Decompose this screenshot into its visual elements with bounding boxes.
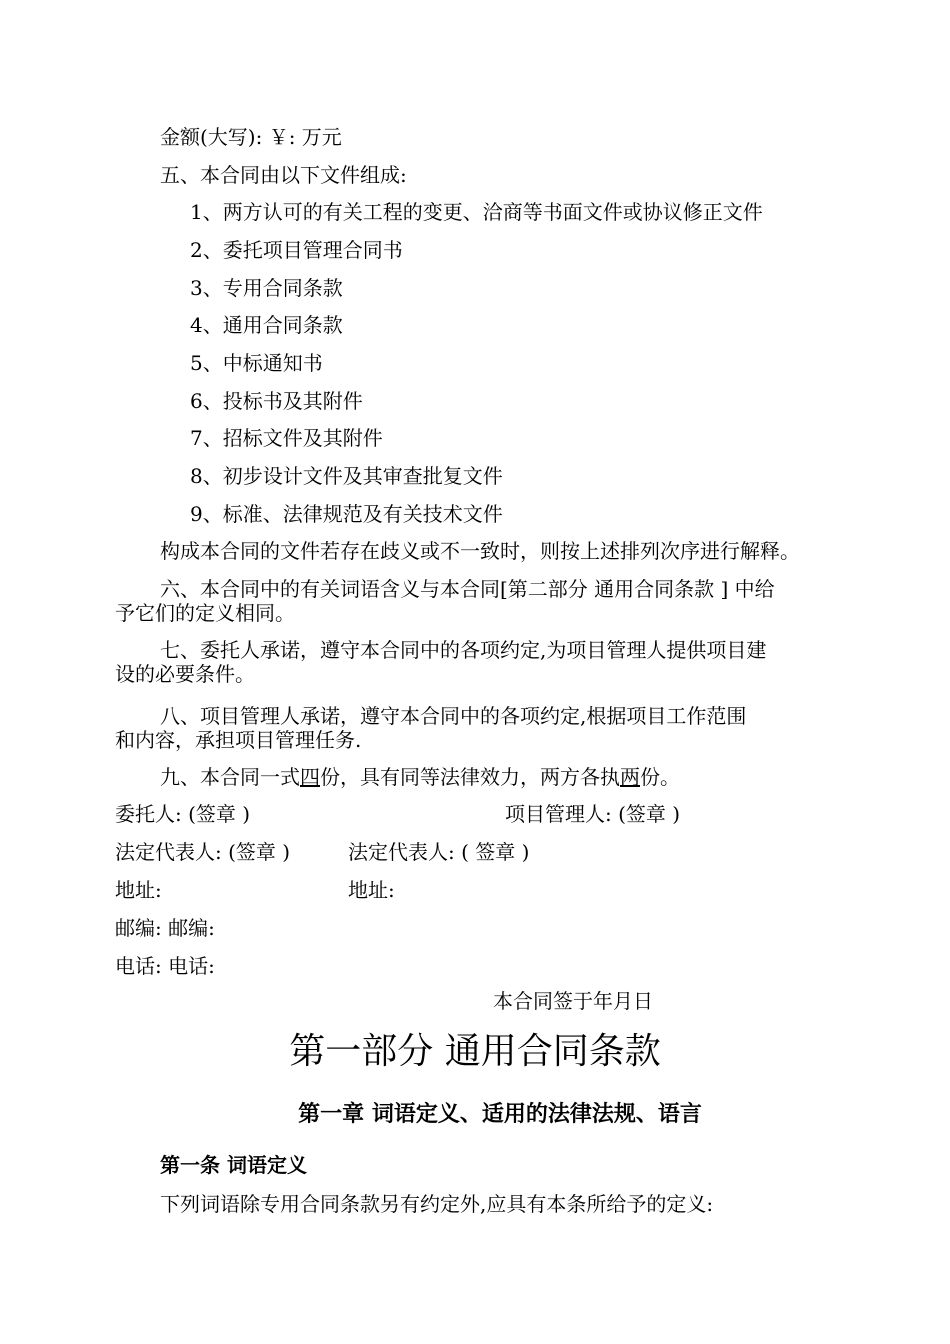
document-item: 7、招标文件及其附件 bbox=[190, 426, 383, 450]
legal-rep-left: 法定代表人: (签章 ) bbox=[115, 840, 291, 864]
copies-count: 四 bbox=[300, 765, 320, 789]
legal-rep-right: 法定代表人: ( 签章 ) bbox=[348, 840, 530, 864]
section-6-line-2: 予它们的定义相同。 bbox=[115, 601, 295, 625]
amount-line: 金额(大写): ￥: 万元 bbox=[160, 125, 342, 149]
client-signature: 委托人: (签章 ) bbox=[115, 802, 251, 826]
section-7-line-2: 设的必要条件。 bbox=[115, 662, 255, 686]
document-item: 9、标准、法律规范及有关技术文件 bbox=[190, 502, 503, 526]
section-6-line-1: 六、本合同中的有关词语含义与本合同[第二部分 通用合同条款 ] 中给 bbox=[160, 577, 775, 601]
section-5-title: 五、本合同由以下文件组成: bbox=[160, 163, 407, 187]
document-item: 6、投标书及其附件 bbox=[190, 389, 363, 413]
copies-each: 两 bbox=[620, 765, 640, 789]
chapter-1-title: 第一章 词语定义、适用的法律法规、语言 bbox=[298, 1102, 702, 1127]
address-left: 地址: bbox=[115, 878, 162, 902]
section-7-line-1: 七、委托人承诺，遵守本合同中的各项约定,为项目管理人提供项目建 bbox=[160, 638, 767, 662]
document-item: 1、两方认可的有关工程的变更、洽商等书面文件或协议修正文件 bbox=[190, 200, 763, 224]
address-right: 地址: bbox=[348, 878, 395, 902]
article-1-title: 第一条 词语定义 bbox=[160, 1153, 307, 1177]
postcode-line: 邮编: 邮编: bbox=[115, 916, 215, 940]
part-1-title: 第一部分 通用合同条款 bbox=[289, 1031, 661, 1072]
signed-date: 本合同签于年月日 bbox=[493, 989, 653, 1013]
section-9-suffix: 份。 bbox=[640, 765, 680, 789]
phone-line: 电话: 电话: bbox=[115, 954, 215, 978]
section-9-prefix: 九、本合同一式 bbox=[160, 765, 300, 789]
section-8-line-2: 和内容，承担项目管理任务. bbox=[115, 728, 362, 752]
section-9 bbox=[160, 765, 680, 789]
document-item: 2、委托项目管理合同书 bbox=[190, 238, 403, 262]
document-item: 3、专用合同条款 bbox=[190, 276, 343, 300]
section-9-middle: 份，具有同等法律效力，两方各执 bbox=[320, 765, 620, 789]
manager-signature: 项目管理人: (签章 ) bbox=[505, 802, 681, 826]
article-1-intro: 下列词语除专用合同条款另有约定外,应具有本条所给予的定义: bbox=[160, 1192, 714, 1216]
priority-note: 构成本合同的文件若存在歧义或不一致时，则按上述排列次序进行解释。 bbox=[160, 539, 800, 563]
section-8-line-1: 八、项目管理人承诺，遵守本合同中的各项约定,根据项目工作范围 bbox=[160, 704, 747, 728]
document-item: 8、初步设计文件及其审查批复文件 bbox=[190, 464, 503, 488]
document-item: 4、通用合同条款 bbox=[190, 313, 343, 337]
document-item: 5、中标通知书 bbox=[190, 351, 323, 375]
